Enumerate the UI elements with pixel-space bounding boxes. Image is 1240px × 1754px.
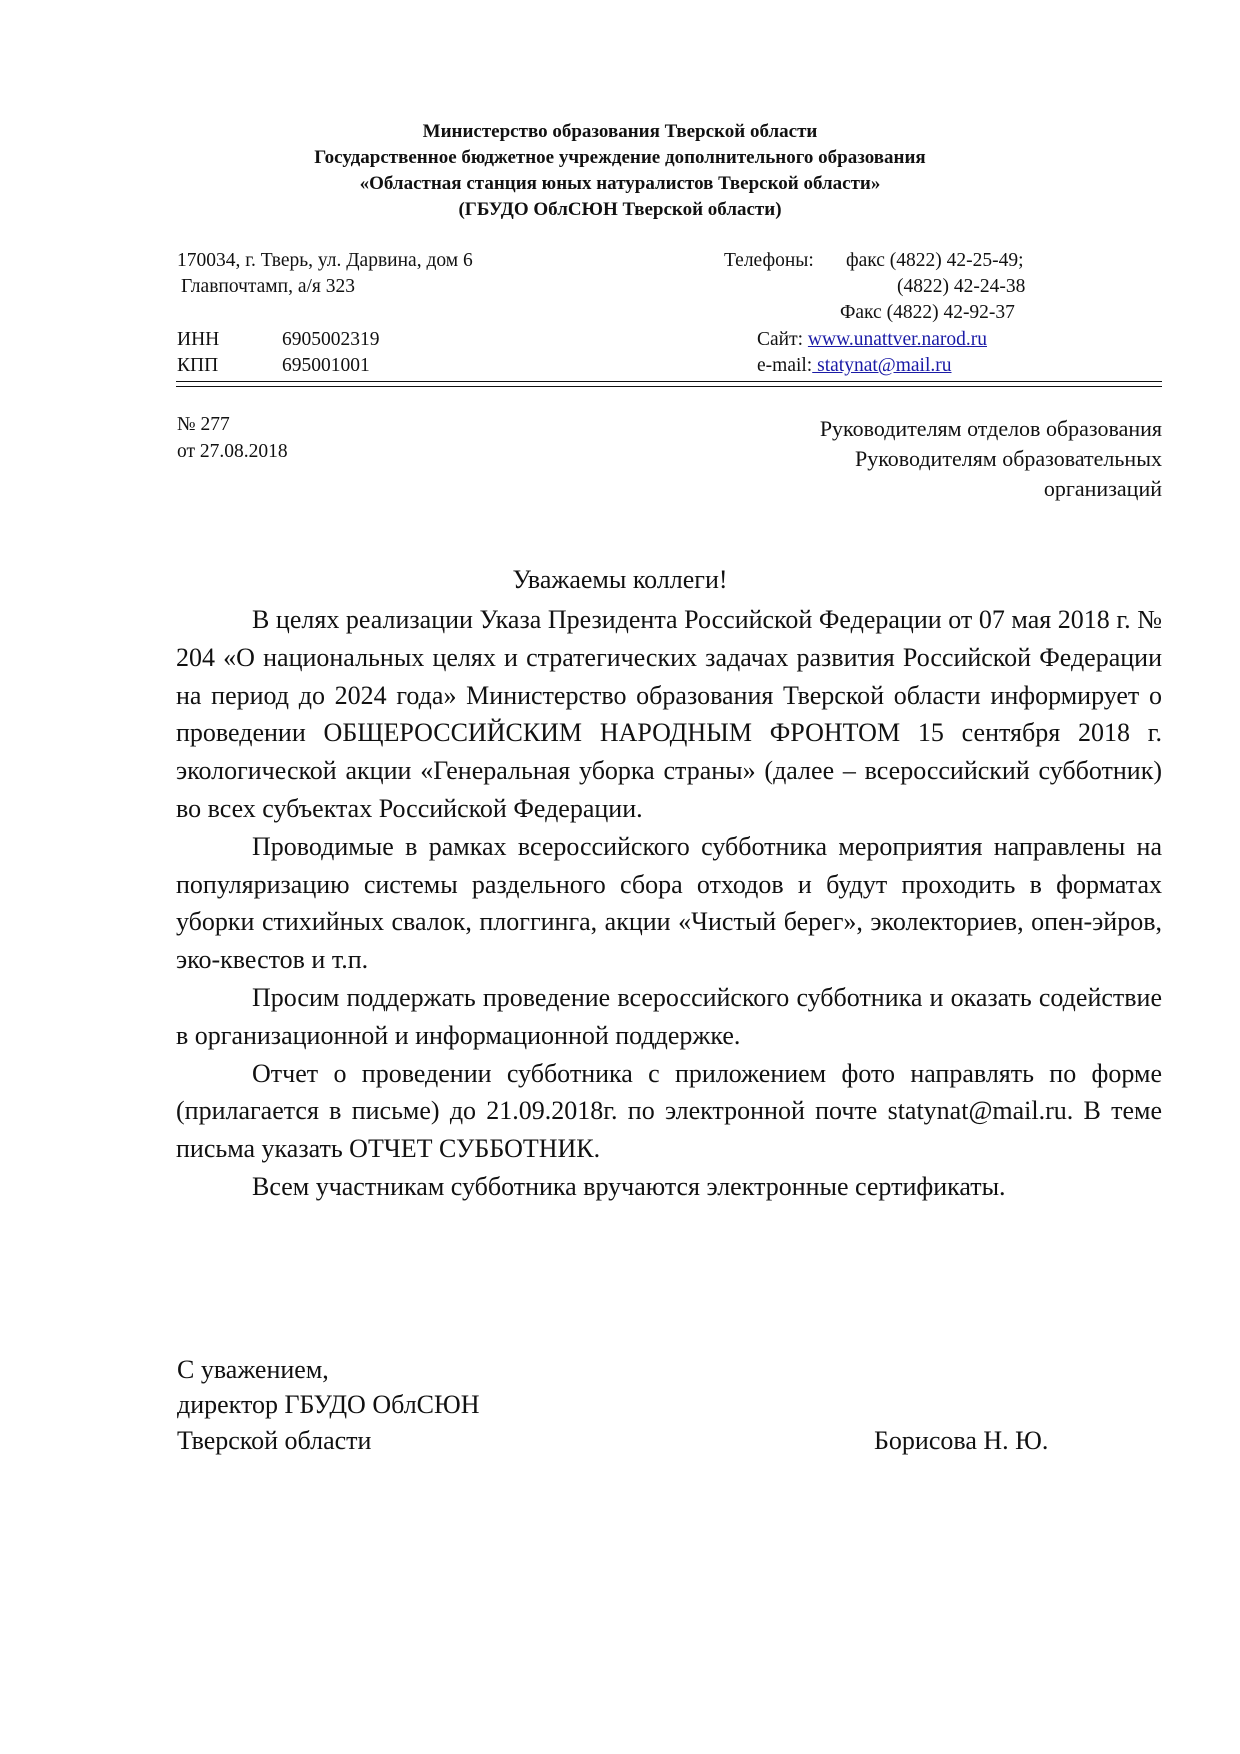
kpp-value: 695001001 <box>282 355 370 376</box>
ministry-title: Министерство образования Тверской области <box>422 121 818 142</box>
website-label: Сайт: <box>757 329 804 350</box>
phones-label: Телефоны: <box>724 250 814 271</box>
email-label: e-mail: <box>757 355 813 376</box>
outgoing-date: от 27.08.2018 <box>177 441 288 462</box>
greeting: Уважаемы коллеги! <box>512 565 728 594</box>
website-link[interactable]: www.unattver.narod.ru <box>807 329 987 350</box>
outgoing-number: № 277 <box>177 414 230 435</box>
signature-region: Тверской области <box>177 1426 372 1455</box>
phone-fax-3: Факс (4822) 42-92-37 <box>840 302 1015 323</box>
header-rule-thick <box>176 381 1162 382</box>
inn-label: ИНН <box>177 329 220 350</box>
header-rule-thin <box>176 386 1162 387</box>
paragraph: Просим поддержать проведение всероссийского субботника и оказать содействие в организационной и информационной поддержке. <box>176 982 1162 1050</box>
paragraph: Проводимые в рамках всероссийского субботника мероприятия направлены на популяризацию системы раздельного сбора отходов и будут проходить в форматах уборки стихийных свалок, плоггинга, акции «Чистый берег», эколекториев, опен-эйров, эко-квестов и т.п. <box>176 831 1162 975</box>
paragraph: Всем участникам субботника вручаются электронные сертификаты. <box>252 1171 1006 1201</box>
recipient-line-1: Руководителям отделов образования <box>819 416 1162 441</box>
paragraph: В целях реализации Указа Президента Российской Федерации от 07 мая 2018 г. № 204 «О национальных целях и стратегических задачах развития Российской Федерации на период до 2024 года» Министерство образования Тверской области информирует о проведении ОБЩЕРОССИЙСКИМ НАРОДНЫМ ФРОНТОМ 15 сентября 2018 г. экологической акции «Генеральная уборка страны» (далее – всероссийский субботник) во всех субъектах Российской Федерации. <box>176 605 1162 823</box>
website-row <box>757 329 987 351</box>
email-row <box>757 355 952 377</box>
phone-fax-1: факс (4822) 42-25-49; <box>846 250 1024 271</box>
signature-name: Борисова Н. Ю. <box>874 1426 1049 1455</box>
email-link[interactable]: statynat@mail.ru <box>812 355 952 376</box>
institution-name: «Областная станция юных натуралистов Тверской области» <box>359 173 881 194</box>
signature-closing: С уважением, <box>177 1355 329 1384</box>
institution-abbreviation: (ГБУДО ОблСЮН Тверской области) <box>458 199 782 220</box>
kpp-label: КПП <box>177 355 219 376</box>
recipient-line-2: Руководителям образовательных <box>854 446 1162 471</box>
recipient-line-3: организаций <box>1043 476 1162 501</box>
inn-value: 6905002319 <box>282 329 380 350</box>
paragraph: Отчет о проведении субботника с приложением фото направлять по форме (прилагается в письме) до 21.09.2018г. по электронной почте statynat@mail.ru. В теме письма указать ОТЧЕТ СУББОТНИК. <box>176 1058 1162 1164</box>
signature-position: директор ГБУДО ОблСЮН <box>177 1390 480 1419</box>
institution-type: Государственное бюджетное учреждение дополнительного образования <box>314 147 926 168</box>
address-line-1: 170034, г. Тверь, ул. Дарвина, дом 6 <box>177 250 473 271</box>
letter-body <box>176 601 1162 1206</box>
phone-2: (4822) 42-24-38 <box>897 276 1026 297</box>
address-line-2: Главпочтамп, а/я 323 <box>181 276 355 297</box>
